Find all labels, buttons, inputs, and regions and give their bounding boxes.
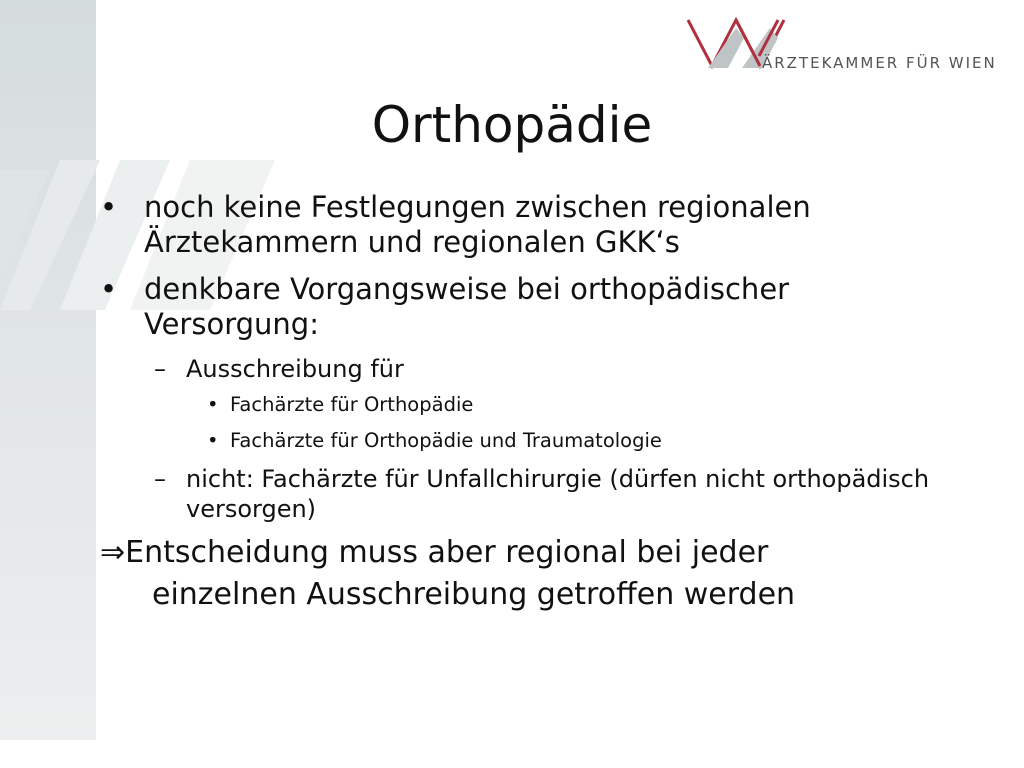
logo-org-name: ÄRZTEKAMMER FÜR WIEN bbox=[762, 54, 997, 72]
bullet-marker: • bbox=[207, 393, 219, 416]
bullet-text: denkbare Vorgangsweise bei orthopädischer Versorgung: bbox=[144, 272, 790, 341]
sub-item-text: nicht: Fachärzte für Unfallchirurgie (dürfen nicht orthopädisch versorgen) bbox=[186, 465, 930, 523]
sub-item-text: Ausschreibung für bbox=[186, 355, 404, 383]
bullet-text: noch keine Festlegungen zwischen regionalen Ärztekammern und regionalen GKK‘s bbox=[144, 190, 811, 259]
bullet-marker: • bbox=[100, 190, 118, 224]
sub-sub-item bbox=[100, 392, 960, 418]
slide-title: Orthopädie bbox=[371, 96, 653, 154]
conclusion-line-2: einzelnen Ausschreibung getroffen werden bbox=[152, 577, 796, 612]
sub-sub-item-text: Fachärzte für Orthopädie bbox=[230, 393, 474, 416]
bullet-marker: • bbox=[207, 429, 219, 452]
slide-content bbox=[100, 190, 960, 616]
sub-sub-item-text: Fachärzte für Orthopädie und Traumatologie bbox=[230, 429, 662, 452]
sub-item bbox=[100, 464, 960, 524]
dash-marker: – bbox=[154, 355, 166, 383]
dash-marker: – bbox=[154, 465, 166, 493]
sub-item bbox=[100, 354, 960, 384]
implies-arrow-icon: ⇒ bbox=[100, 535, 126, 570]
conclusion-statement bbox=[100, 532, 960, 616]
bullet-item bbox=[100, 272, 960, 342]
sub-sub-item bbox=[100, 428, 960, 454]
bullet-marker: • bbox=[100, 272, 118, 306]
conclusion-line-1: Entscheidung muss aber regional bei jeder bbox=[125, 535, 769, 570]
bullet-item bbox=[100, 190, 960, 260]
